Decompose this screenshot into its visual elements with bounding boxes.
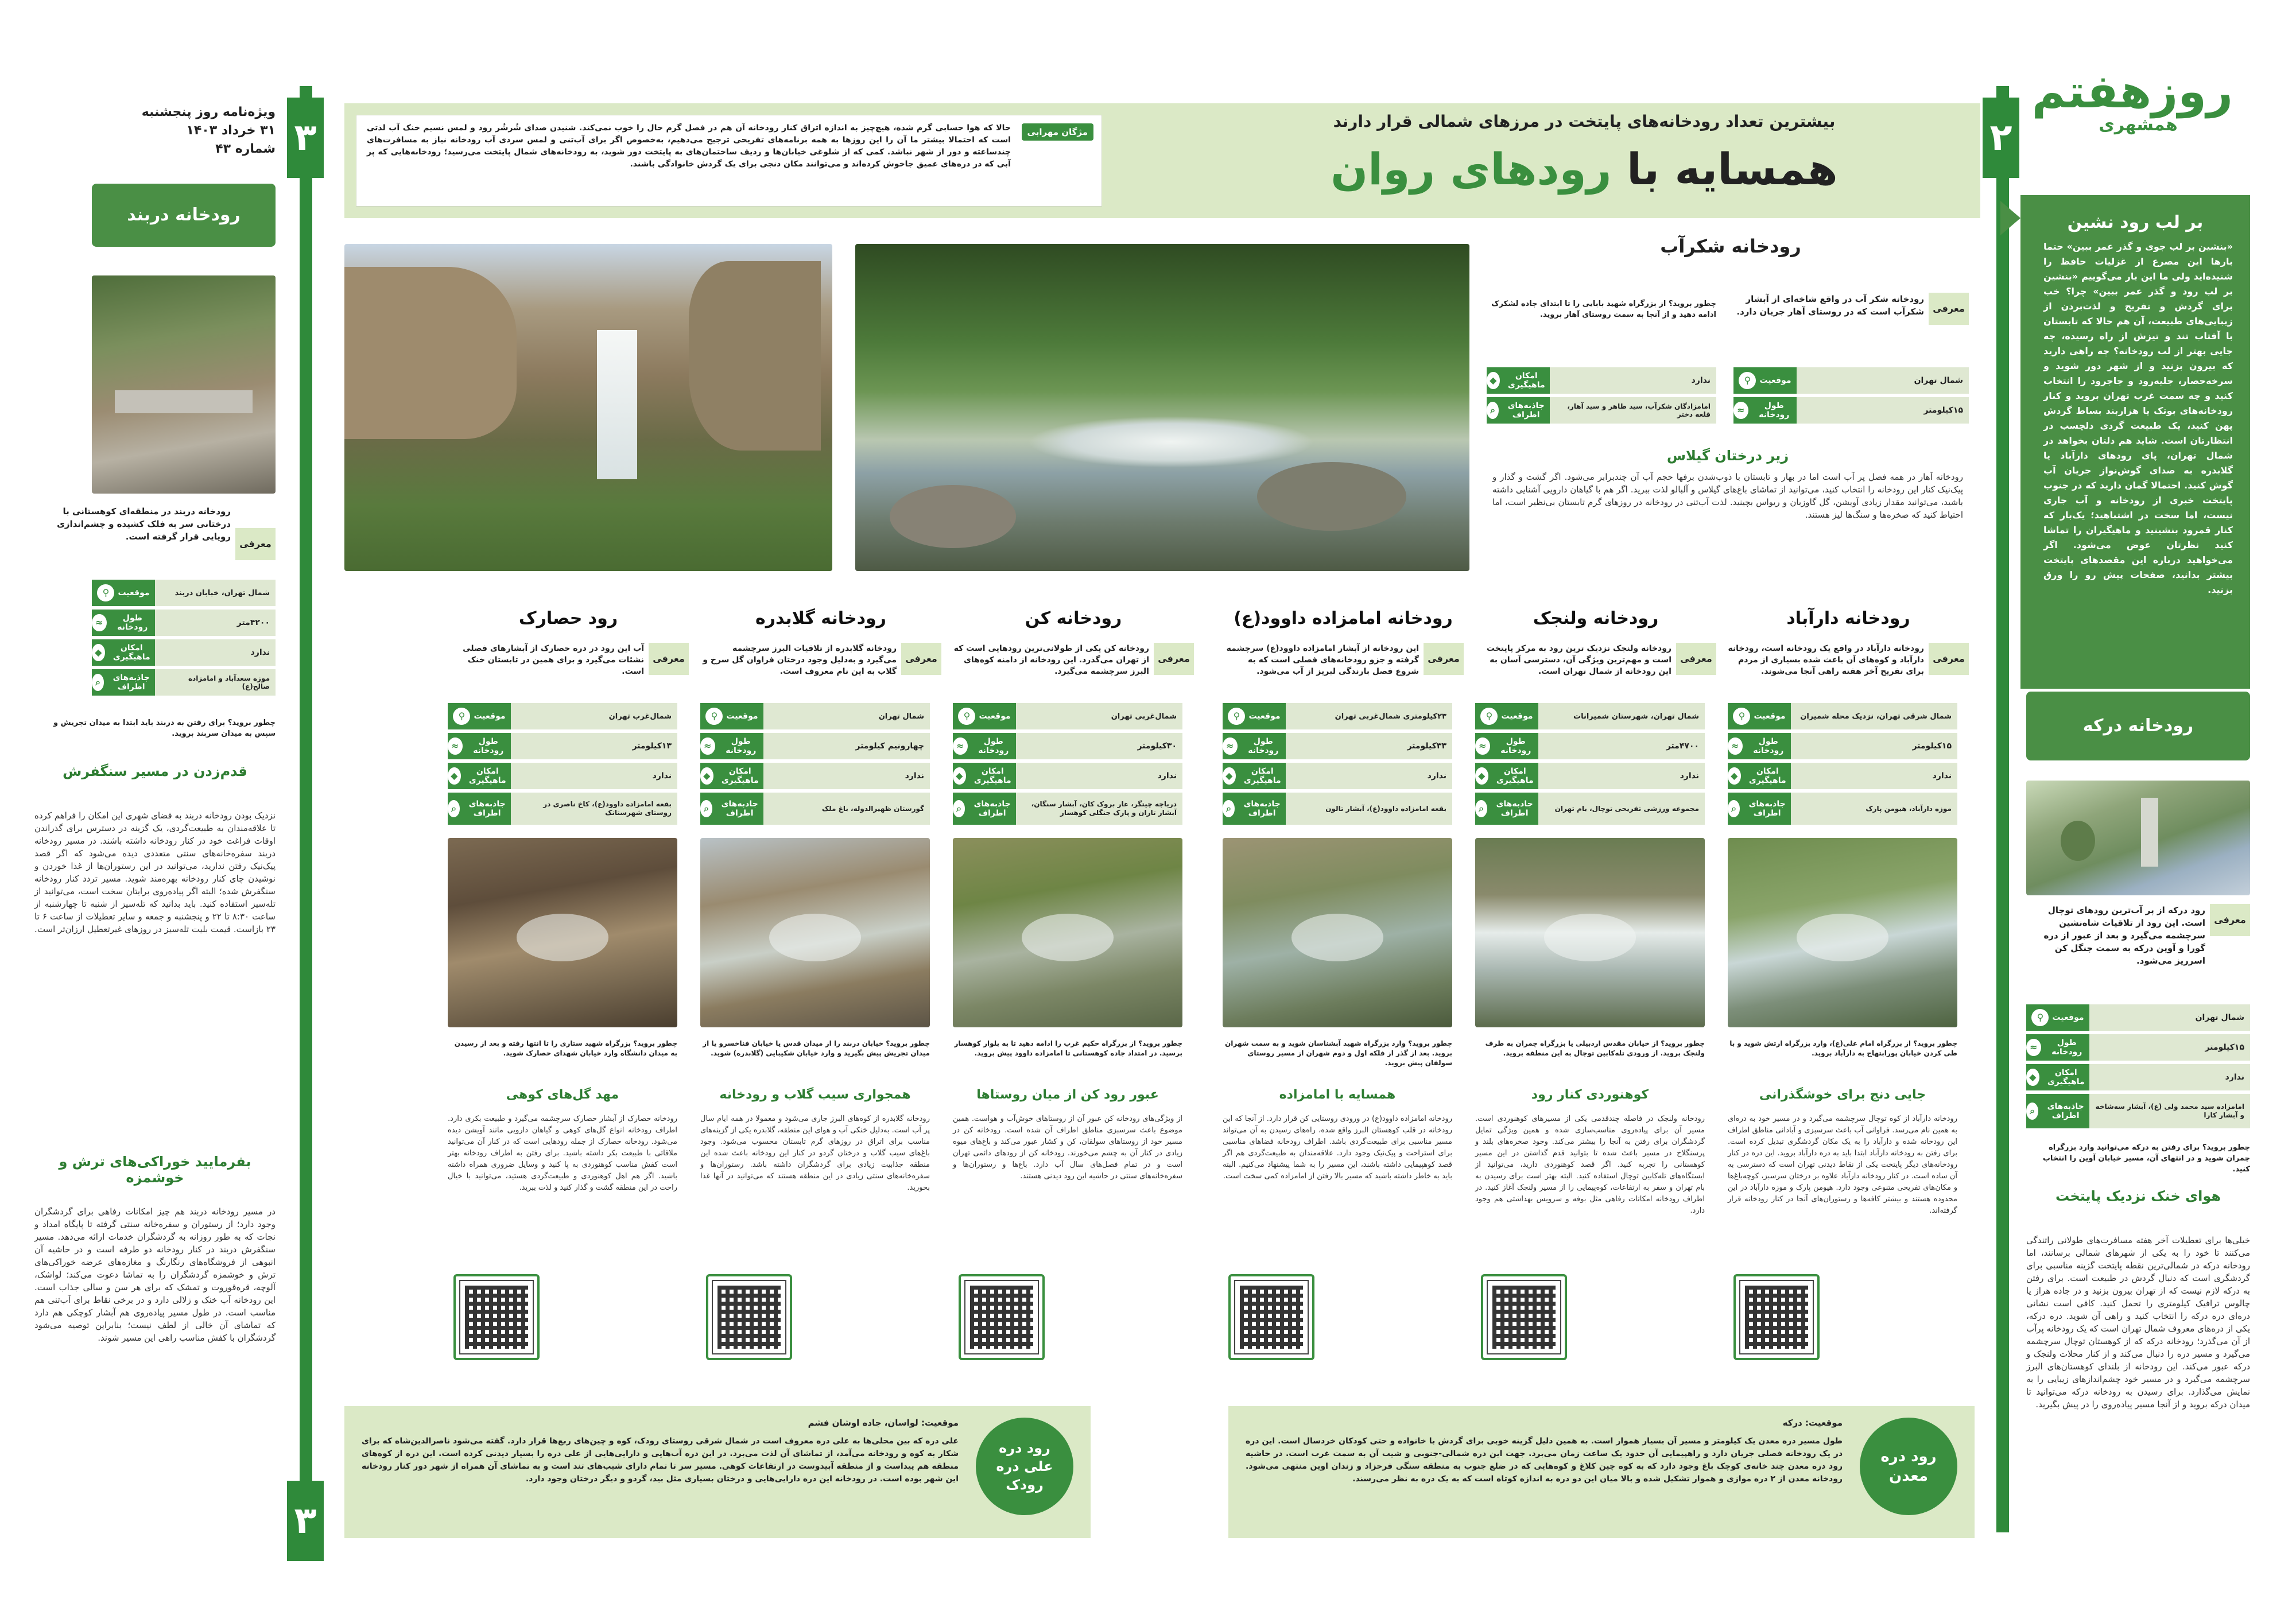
river-sub-title: عبور رود کن از میان روستاها (976, 1088, 1159, 1102)
ruler-icon: ≈ (1475, 737, 1490, 755)
river-info-table (1475, 703, 1705, 828)
map-pin-icon: ⚲ (705, 708, 723, 725)
ruler-icon: ≈ (1733, 402, 1748, 419)
label-attractions: جاذبه‌های اطراف ⌕ (92, 669, 155, 696)
river-title: رودخانه امامزاده داوود(ع) (1234, 608, 1453, 628)
ruler-icon: ≈ (448, 737, 463, 755)
river-sub-text: رودخانه دارآباد از کوه توچال سرچشمه می‌گیرد و در مسیر خود به دره‌ای به همین نام می‌رسد. فراوانی آب باعث سرسبزی و آبادانی مناطق اطراف این رودخانه شده و دارآباد را به یک مکان گردشگری تبدیل کرده است. برای رفتن به رودخانه دارآباد ابتدا باید به دره دارآباد بروید. این دره در کنار رودخانه‌های دیگر پایتخت یکی از نقاط دیدنی تهران است که دسترسی به آن ساده است. در کنار رودخانه دارآباد علاوه بر درختان سرسبز، کوچه‌باغ‌ها و مکان‌های تفریحی متنوعی وجود دارد. هیومن پارک و موزه دارآباد در این محدوده هستند و بیشتر کافه‌ها و رستوران‌های آنجا در کنار رودخانه قرار گرفته‌اند. (1728, 1115, 1957, 1215)
shekarab-sub-title: زیر درختان گیلاس (1666, 448, 1789, 464)
fish-icon: ◆ (1223, 767, 1236, 785)
issue-line-1: ویژه‌نامه روز پنجشنبه (141, 105, 276, 119)
river-sub-title: همجواری سیب گلاب و رودخانه (719, 1088, 911, 1102)
shekarab-intro (1733, 293, 1969, 318)
river-sub-text: رودخانه امامزاده داوود(ع) در ورودی روستایی کن قرار دارد. از آنجا که این رودخانه در قلب کوهستان البرز واقع شده، راه‌های رسیدن به آن می‌تواند مسیر مناسبی برای طبیعت‌گردی باشد. اطراف رودخانه فضاهای مناسبی برای استراحت و پیک‌نیک وجود دارد. علاقه‌مندان به طبیعت‌گردی هم اگر قصد کوهپیمایی داشته باشند، این مسیر را به شما پیشنهاد می‌کنیم. البته باید به خاطر داشته باشید که مسیر بالا رفتن از امامزاده کمی سخت است. (1223, 1115, 1452, 1181)
label-location: موقعیت ⚲ (2026, 1004, 2089, 1031)
river-intro-text: آب این رود در دره حصارک از آبشارهای فصلی نشئات می‌گیرد و برای همین در تابستان خنک است. (463, 644, 644, 676)
search-icon: ⌕ (1487, 402, 1499, 419)
shekarab-intro-text: رودخانه شکر آب در واقع شاخه‌ای از آبشار شکرآب است که در روستای آهار جریان دارد. (1736, 294, 1924, 317)
masthead-logo (2031, 63, 2233, 149)
search-icon: ⌕ (1223, 800, 1235, 817)
label-attractions: جاذبه‌های اطراف ⌕ (700, 793, 763, 825)
shekarab-title: رودخانه شکرآب (1660, 235, 1801, 257)
river-location: شمال شرقی تهران، نزدیک محله شمیران (1791, 703, 1957, 729)
label-location: موقعیت ⚲ (448, 703, 511, 729)
river-qr-code[interactable] (1487, 1280, 1561, 1354)
river-intro (700, 643, 941, 677)
footer-left-text: علی دره که بین محلی‌ها به علی دره معروف است در شمال شرقی روستای رودک، کوه و چین‌های ربع‌ها قرار دارد. گفته می‌شود ناصرالدین‌شاه که برای شکار به کوه و رودخانه می‌آمد، از تماشای آن لذت می‌برد. در این دره آب‌هایی و دارایی‌هایی از علی دره را بسیار دیدنی کرده است. این دره از کوه‌های منطقه هم پیداست و از منطقه آبیدوست در ارتفاعات کوهی. مسیر سر تا تمام دارای شیب‌های تند است و به تماشای آن همراه از شهر دور کنار رودخانه این شهر بوده است. در رودخانه این دره دارایی‌هایی و درختان بسیاری مثل بید، گردو و دیگر درختان وجود دارد. (362, 1437, 959, 1484)
footer-right-box (1228, 1406, 1975, 1538)
map-pin-icon: ⚲ (1733, 708, 1750, 725)
river-photo (953, 838, 1182, 1027)
label-location: موقعیت ⚲ (700, 703, 763, 729)
darakeh-fishing: ندارد (2089, 1064, 2250, 1090)
search-icon: ⌕ (700, 800, 712, 817)
shekarab-intro-label: معرفی (1929, 293, 1969, 325)
river-location: ۲۳کیلومتری شمال‌غربی تهران (1286, 703, 1452, 729)
river-length: چهارونیم کیلومتر (763, 733, 930, 759)
logo-wordmark: روزهفتم (2031, 65, 2233, 118)
river-intro-label: معرفی (1154, 643, 1194, 675)
river-qr-code[interactable] (712, 1280, 786, 1354)
river-fishing: ندارد (1016, 763, 1182, 789)
river-intro (448, 643, 689, 677)
darband-info-table (92, 580, 276, 699)
shekarab-fishing: ندارد (1550, 367, 1716, 394)
darband-intro-label: معرفی (235, 528, 276, 560)
label-location: موقعیت ⚲ (953, 703, 1016, 729)
river-sub-title: مهد گل‌های کوهی (506, 1088, 619, 1102)
label-fishing: امکان ماهیگیری ◆ (1728, 763, 1791, 789)
fish-icon: ◆ (92, 644, 105, 661)
river-sub-title: کوهنوردی کنار رود (1531, 1088, 1649, 1102)
river-qr-code[interactable] (459, 1280, 534, 1354)
river-length: ۱۳کیلومتر (511, 733, 677, 759)
issue-info (34, 103, 276, 158)
label-location: موقعیت ⚲ (1733, 367, 1797, 394)
river-intro-text: رودخانه دارآباد در واقع یک رودخانه است، رودخانه دارآباد و کوه‌های آن باعث شده بسیاری از مردم برای تفریح آخر هفته راهی آنجا می‌شوند. (1728, 644, 1924, 676)
river-attractions: موزه دارآباد، هیومن پارک (1791, 793, 1957, 825)
label-fishing: امکان ماهیگیری ◆ (1223, 763, 1286, 789)
river-info-table (953, 703, 1182, 828)
label-attractions: جاذبه‌های اطراف ⌕ (448, 793, 511, 825)
river-fishing: ندارد (1791, 763, 1957, 789)
map-pin-icon: ⚲ (453, 708, 470, 725)
label-location: موقعیت ⚲ (1728, 703, 1791, 729)
river-intro (953, 643, 1194, 677)
darakeh-sub-title: هوای خنک نزدیک پایتخت (2055, 1188, 2221, 1204)
fish-icon: ◆ (1487, 372, 1500, 389)
river-column (1223, 597, 1464, 1389)
river-title: رود حصارک (518, 608, 618, 628)
label-attractions: جاذبه‌های اطراف ⌕ (1223, 793, 1286, 825)
river-how: چطور بروید؟ از بزرگراه حکیم غرب را ادامه دهید تا به بلوار کوهسار برسید. در امتداد جاده کوهستانی تا امامزاده داوود پیش بروید. (954, 1039, 1182, 1057)
river-attractions: مجموعه ورزشی تفریحی توچال، بام تهران (1538, 793, 1705, 825)
search-icon: ⌕ (448, 800, 460, 817)
shekarab-attractions: امامزادگان شکرآب، سید طاهر و سید آهار، قلعه دختر (1550, 397, 1716, 424)
byline-badge: مژگان مهرابی (1022, 123, 1093, 141)
ruler-icon: ≈ (1728, 737, 1743, 755)
shekarab-how: چطور بروید؟ از بزرگراه شهید بابایی را تا ابتدای جاده لشکرک ادامه دهید و از آنجا به سمت روستای آهار بروید. (1491, 300, 1716, 319)
darband-sub1-text: نزدیک بودن رودخانه دربند به فضای شهری این امکان را فراهم کرده تا علاقه‌مندان به طبیعت‌گردی، یک گزینه در دسترس برای گذراندن اوقات فراغت خود در کنار رودخانه داشته باشند. در مسیر رودخانه دربند سفره‌خانه‌های سنتی متعددی دیده می‌شود که اگر قصد پیک‌نیک رفتن ندارید، می‌توانید در این رستوران‌ها از غذا خوردن و نوشیدن چای کنار رودخانه بهره‌مند شوید. مسیر تردد کنار رودخانه سنگفرش شده؛ البته اگر پیاده‌روی برایتان سخت است، می‌توانید از تله‌سیز استفاده کنید. باید بدانید که تله‌سیز از شنبه تا چهارشنبه از ساعت ۸:۳۰ تا ۲۲ و پنجشنبه و جمعه و سایر تعطیلات از ساعت ۶ تا ۲۳ بازاست. قیمت بلیت تله‌سیز در روزهای غیرتعطیل ارزان‌تر است. (34, 810, 276, 934)
darakeh-sub-text: خیلی‌ها برای تعطیلات آخر هفته مسافرت‌های طولانی راتندگی می‌کنند تا خود را به یکی از شهرهای شمالی برسانند، اما رودخانه درکه در شمالی‌ترین نقطه پایتخت گزینه مناسبی برای گردشگری است که دنبال گردش در طبیعت است. برای رفتن به درکه لازم نیست که از تهران بیرون بزنید و در جاده هراز یا چالوس ترافیک کیلومتری را تحمل کنید. کافی است نشانی دره‌ای دره درکه را انتخاب کنید و راهی آن شوید. دره درکه، یکی از دره‌های معروف شمال تهران است که یک رودخانه پرآب از آن می‌گذرد؛ رودخانه درکه که از کوهستان توچال سرچشمه می‌گیرد و مسیر دره را دنبال می‌کند و از کنار محلات ولنجک و درکه عبور می‌کند. این رودخانه از بلندای کوهستان‌های البرز سرچشمه می‌گیرد و در مسیر خود چشم‌اندازهای زیبایی را به نمایش می‌گذارد. برای رسیدن به رودخانه درکه می‌توانید تا میدان درکه بروید و از آنجا مسیر پیاده‌روی را در پیش بگیرید. (2026, 1235, 2250, 1410)
river-column (700, 597, 941, 1389)
page-number-left-bottom: ۳ (287, 1481, 324, 1561)
river-intro-label: معرفی (1676, 643, 1716, 675)
river-fishing: ندارد (1538, 763, 1705, 789)
label-length: طول رودخانه ≈ (953, 733, 1016, 759)
river-length: ۳۰کیلومتر (1016, 733, 1182, 759)
darakeh-how: چطور بروید؟ برای رفتن به درکه می‌توانید وارد بزرگراه چمران شوید و در انتهای آن، مسیر خیابان آوین را انتخاب کنید. (2042, 1143, 2250, 1174)
footer-left-meta: موقعیت: لواسان، جاده اوشان فشم (808, 1418, 959, 1428)
river-info-table (1728, 703, 1957, 828)
editorial-box (2020, 195, 2250, 689)
river-how: چطور بروید؟ از خیابان مقدس اردبیلی یا بزرگراه چمران به طرف ولنجک بروید. از ورودی تله‌کابین توچال به این منطقه بروید. (1485, 1039, 1705, 1057)
river-intro (1728, 643, 1969, 677)
river-fishing: ندارد (511, 763, 677, 789)
river-sub-text: رودخانه حصارک از آبشار حصارک سرچشمه می‌گیرد و طبیعت بکری دارد. اطراف رودخانه انواع گل‌های کوهی و گیاهان دارویی مانند آویشن دیده می‌شود. رودخانه حصارک از جمله رودهایی است که در کنار آن می‌توانید ملاقاتی با طبیعت بکر داشته باشید. برای رفتن به اطراف رودخانه بهتر است کفش مناسب کوهنوردی به پا کنید و وسایل ضروری همراه داشته باشید. اگر هم اهل کوهنوردی و طبیعت‌گردی هستید، می‌توانید با خیال راحت در این منطقه گشت و گذار کنید و لذت ببرید. (448, 1115, 677, 1192)
darakeh-intro-label: معرفی (2210, 904, 2250, 936)
label-length: طول رودخانه ≈ (1223, 733, 1286, 759)
river-photo (448, 838, 677, 1027)
river-intro-text: رودخانه کن یکی از طولانی‌ترین رودهایی است که از تهران می‌گذرد. این رودخانه از دامنه کوه‌های البرز سرچشمه می‌گیرد. (953, 644, 1149, 676)
map-pin-icon: ⚲ (2031, 1009, 2049, 1026)
river-attractions: بقعه امامزاده داوود(ع)، آبشار تالون (1286, 793, 1452, 825)
lead-text: حالا که هوا حسابی گرم شده، هیچ‌چیز به اندازه اتراق کنار رودخانه آن هم در فصل گرم حال را خوب نمی‌کند. شنیدن صدای شُرشُر رود و لمس نسیم خنک آب لذتی است که احتمالا بیشتر ما آن را این روزها به همه برنامه‌های تفریحی ترجیح می‌دهیم، به‌خصوص اگر برای آب‌تنی و لمس سردی آب رودخانه نیاز به مسافرت‌های چندساعته و دور از شهر نباشد. کمی که از شلوغی خیابان‌ها و ردیف ساختمان‌های به پایتخت دور شوید، به رودخانه‌های شمال پایتخت می‌رسید؛ رودخانه‌هایی که پر آبی که در دره‌های عمیق جاخوش کرده‌اند و می‌توانند مکان دنجی برای یک گردش خانوادگی باشند. (367, 123, 1011, 169)
river-how: چطور بروید؟ بزرگراه شهید ستاری را تا انتها رفته و بعد از رسیدن به میدان دانشگاه وارد خیابان شهدای حصارک شوید. (454, 1039, 677, 1057)
river-length: ۴۷۰۰متر (1538, 733, 1705, 759)
river-fishing: ندارد (763, 763, 930, 789)
darakeh-location: شمال تهران (2089, 1004, 2250, 1031)
river-sub-title: همسایه با امامزاده (1279, 1088, 1396, 1102)
fish-icon: ◆ (448, 767, 461, 785)
river-location: شمال‌غرب تهران (511, 703, 677, 729)
ruler-icon: ≈ (92, 614, 107, 631)
map-pin-icon: ⚲ (1739, 372, 1756, 389)
river-info-table (700, 703, 930, 828)
shekarab-location: شمال تهران (1797, 367, 1969, 394)
darakeh-length: ۱۵کیلومتر (2089, 1034, 2250, 1061)
map-pin-icon: ⚲ (958, 708, 975, 725)
issue-line-2: ۳۱ خرداد ۱۴۰۳ (186, 123, 276, 138)
label-location: موقعیت ⚲ (1223, 703, 1286, 729)
map-pin-icon: ⚲ (97, 584, 114, 601)
river-attractions: دریاچه چیتگر، غار بروک کان، آبشار سنگان، آبشار تاران و پارک جنگلی کوهسار (1016, 793, 1182, 825)
label-attractions: جاذبه‌های اطراف ⌕ (1487, 397, 1550, 424)
fish-icon: ◆ (1728, 767, 1741, 785)
header-title-a: همسایه با (1627, 143, 1838, 195)
fish-icon: ◆ (1475, 767, 1488, 785)
shekarab-info-left (1487, 367, 1716, 427)
search-icon: ⌕ (1475, 800, 1487, 817)
ruler-icon: ≈ (1223, 737, 1238, 755)
lead-box (356, 115, 1102, 207)
river-attractions: گورستان ظهیرالدوله، باغ ملک (763, 793, 930, 825)
header-kicker: بیشترین تعداد رودخانه‌های پایتخت در مرزهای شمالی قرار دارند (1333, 112, 1836, 131)
river-intro-text: رودخانه ولنجک نزدیک ترین رود به مرکز پایتخت است و مهم‌ترین ویژگی آن، دسترسی آسان به این رودخانه از شمال تهران است. (1486, 644, 1671, 676)
ruler-icon: ≈ (700, 737, 715, 755)
river-attractions: بقعه امامزاده داوود(ع)، کاخ ناصری در روستای شهرستانک (511, 793, 677, 825)
label-attractions: جاذبه‌های اطراف ⌕ (1475, 793, 1538, 825)
darakeh-intro-text: رود درکه از پر آب‌ترین رودهای توچال است. این رود از تلاقیات شاه‌نشین سرچشمه می‌گیرد و بعد از عبور از دره گورا و آوین درکه به سمت جنگل کن اسرریز می‌شود. (2043, 905, 2205, 966)
label-attractions: جاذبه‌های اطراف ⌕ (2026, 1094, 2089, 1128)
river-title: رودخانه گلابدره (755, 608, 886, 628)
river-intro-label: معرفی (649, 643, 689, 675)
darband-location: شمال تهران، خیابان دربند (155, 580, 276, 606)
label-fishing: امکان ماهیگیری ◆ (700, 763, 763, 789)
river-intro-text: رودخانه گلابدره از تلاقیات البرز سرچشمه می‌گیرد و به‌دلیل وجود درختان فراوان گل سرخ و گلاب به این نام معروف است. (703, 644, 897, 676)
label-length: طول رودخانه ≈ (2026, 1034, 2089, 1061)
river-sub-text: رودخانه گلابدره از کوه‌های البرز جاری می‌شود و معمولا در همه ایام سال پر آب است. به‌دلیل خنکی آب و هوای این منطقه، گلابدره یکی از گزینه‌های مناسب برای اتراق در روزهای گرم تابستان محسوب می‌شود. وجود باغ‌های سیب گلاب و درختان گردو در کنار این رودخانه باعث شده این منطقه جذابیت زیادی برای گردشگران داشته باشد. رستوران‌ها و سفره‌خانه‌های سنتی زیادی در این منطقه هستند که می‌توانید در آنها غذا بخورید. (700, 1115, 930, 1192)
label-location: موقعیت ⚲ (92, 580, 155, 606)
page-number-right: ۲ (1983, 98, 2019, 178)
darband-title: رودخانه دربند (92, 184, 276, 247)
label-length: طول رودخانه ≈ (1733, 397, 1797, 424)
river-location: شمال‌غربی تهران (1016, 703, 1182, 729)
label-length: طول رودخانه ≈ (700, 733, 763, 759)
shekarab-photo (855, 244, 1469, 571)
footer-right-text: طول مسیر دره معدن یک کیلومتر و مسیر آن بسیار هموار است. به همین دلیل گزینه خوبی برای گردش با خانواده و حتی کودکان خردسال است. این دره در یک رودخانه فصلی جریان دارد و راهپیمایی آن حدود یک ساعت زمان می‌برد. جهت این دره شمالی-جنوبی و شیب آن به سمت غرب است. در حاشیه رود دره معدن چند خانه‌ی کوچک باغ وجود دارد که به کوه چین کلاغ و کوه‌هایی که در ضلع جنوب به منطقه سنگی فرحزاد و زندان اوین منتهی می‌شود. رودخانه معدن از ۲ دره موازی و هموار تشکیل شده و بالا میان این دو دره به اندازه کوتاه است که به یک دره به نظر می‌رسند. (1246, 1437, 1843, 1484)
river-intro-label: معرفی (1929, 643, 1969, 675)
river-photo (700, 838, 930, 1027)
label-fishing: امکان ماهیگیری ◆ (953, 763, 1016, 789)
darakeh-photo (2026, 781, 2250, 895)
river-how: چطور بروید؟ خیابان دربند را از میدان قدس یا خیابان فناخسرو یا از میدان تجریش پیش بگیرید و وارد خیابان شکیبایی (گلابدره) شوید. (703, 1039, 930, 1057)
label-fishing: امکان ماهیگیری ◆ (1475, 763, 1538, 789)
editorial-text: «بنشین بر لب جوی و گذر عمر ببین» حتما بارها این مصرع از غزلیات حافظ را شنیده‌اید ولی ما این بار می‌گوییم «بنشین بر لب رود و گذر عمر ببین» چرا؟ خب برای گردش و تفریح و لذت‌بردن از زیبایی‌های طبیعت، آن هم حالا که تابستان با آفتاب تند و تیزش از راه رسیده، چه جایی بهتر از لب رودخانه؟ چه راهی دارید که بیرون بزنید و از شهر دور شوید و سرخه‌حصار، جلیه‌رود و جاجرود را انتخاب کنید و چه سمت غرب تهران بروید و کنار رودخانه‌های بوتک یا هزاربند بساط گردش پهن کنید، یک طبیعت گردی دلچسب در انتظارتان است. شاید هم دلتان بخواهد در شمال تهران، پای رودهای دارآباد یا گلابدره به صدای گوش‌نواز جریان آب گوش کنید. احتمالا گمان دارید که در جنوب پایتخت خبری از رودخانه و آب جاری نیست، اما سخت در اشتباهید؛ یک‌بار که کنار قمرود بنشینید و ماهیگیران را تماشا کنید نظرتان عوض می‌شود. اگر می‌خواهید درباره این مقصدهای پایتخت بیشتر بدانید، صفحات پیش رو را ورق بزنید. (2043, 241, 2233, 595)
footer-right-title: رود دره معدن (1860, 1418, 1957, 1515)
label-location: موقعیت ⚲ (1475, 703, 1538, 729)
river-intro-label: معرفی (1424, 643, 1464, 675)
river-intro (1223, 643, 1464, 677)
darband-sub2-title: بفرمایید خوراکی‌های ترش و خوشمزه (59, 1154, 251, 1186)
map-pin-icon: ⚲ (1480, 708, 1498, 725)
darband-fishing: ندارد (155, 639, 276, 666)
river-title: رودخانه کن (1025, 608, 1122, 628)
river-column (1728, 597, 1969, 1389)
footer-left-box (344, 1406, 1091, 1538)
label-length: طول رودخانه ≈ (1475, 733, 1538, 759)
river-photo (1728, 838, 1957, 1027)
darband-sub2-text: در مسیر رودخانه دربند هم چیز امکانات رفاهی برای گردشگران وجود دارد؛ از رستوران و سفره‌خانه سنتی گرفته تا پایگاه امداد و نجات که به طور روزانه به گردشگران خدمات ارائه می‌دهد. مسیر سنگفرش دربند در کنار رودخانه دو طرفه است و در حاشیه آن انبوهی از فروشگاه‌های رنگارنگ و مغازه‌های عرضه خوراکی‌های ترش و خوشمزه گردشگران را به تماشا دعوت می‌کند؛ لواشک، آلوچه، قره‌قوروت و تمشک که برای هر سن و سالی جذاب است. این رودخانه آب خنک و زلالی دارد و در برخی نقاط برای آب‌تنی هم مناسب است. در طول مسیر پیاده‌روی هم آبشار کوچکی هم دارد که تماشای آن خالی از لطف نیست؛ بنابراین توصیه می‌شود گردشگران با کفش مناسب راهی این مسیر شوند. (34, 1206, 276, 1343)
darakeh-intro (2026, 904, 2250, 967)
ruler-icon: ≈ (2026, 1039, 2041, 1056)
label-fishing: امکان ماهیگیری ◆ (92, 639, 155, 666)
footer-right-meta: موقعیت: درکه (1782, 1418, 1843, 1428)
darband-attractions: موزه سعدآباد و امامزاده صالح(ع) (155, 669, 276, 696)
label-attractions: جاذبه‌های اطراف ⌕ (1728, 793, 1791, 825)
river-info-table (1223, 703, 1452, 828)
river-qr-code[interactable] (1739, 1280, 1814, 1354)
river-photo (1475, 838, 1705, 1027)
page-divider-strip-right (1996, 86, 2009, 1532)
river-photo (1223, 838, 1452, 1027)
darband-intro-text: رودخانه دربند در منطقه‌ای کوهستانی با درختانی سر به فلک کشیده و چشم‌اندازی رویایی قرار گرفته است. (57, 506, 231, 542)
river-sub-title: جایی دنج برای خوشگذرانی (1759, 1088, 1926, 1102)
river-intro-text: این رودخانه از آبشار امامزاده داوود(ع) سرچشمه گرفته و جزو رودخانه‌های فصلی است که به شروع فصل بارندگی لبریز از آب می‌شود. (1226, 644, 1419, 676)
editorial-pointer (2000, 201, 2020, 235)
shekarab-info-right (1733, 367, 1969, 427)
shekarab-length: ۱۵کیلومتر (1797, 397, 1969, 424)
river-fishing: ندارد (1286, 763, 1452, 789)
darband-sub1-title: قدم‌زدن در مسیر سنگفرش (63, 763, 247, 779)
river-column (448, 597, 689, 1389)
label-attractions: جاذبه‌های اطراف ⌕ (953, 793, 1016, 825)
label-fishing: امکان ماهیگیری ◆ (1487, 367, 1550, 394)
header-title-b: رودهای روان (1331, 143, 1612, 195)
darband-how: چطور بروید؟ برای رفتن به دربند باید ابتدا به میدان تجریش و سپس به میدان سربند بروید. (53, 719, 276, 738)
search-icon: ⌕ (953, 800, 965, 817)
river-qr-code[interactable] (1234, 1280, 1309, 1354)
river-how: چطور بروید؟ وارد بزرگراه شهید آبشناسان شوید و به سمت شهران بروید. بعد از گذر از فلکه اول و دوم شهران از مسیر روستای سولقان پیش بروید. (1225, 1039, 1452, 1067)
search-icon: ⌕ (2026, 1103, 2038, 1120)
darband-photo (92, 275, 276, 494)
label-fishing: امکان ماهیگیری ◆ (2026, 1064, 2089, 1090)
river-column (1475, 597, 1716, 1389)
editorial-title: بر لب رود نشین (2067, 212, 2204, 232)
fish-icon: ◆ (953, 767, 966, 785)
river-length: ۳۳کیلومتر (1286, 733, 1452, 759)
map-pin-icon: ⚲ (1228, 708, 1245, 725)
river-qr-code[interactable] (964, 1280, 1039, 1354)
shekarab-sub-text: رودخانه آهار در همه فصل پر آب است اما در بهار و تابستان با ذوب‌شدن برفها حجم آب آن چندبرابر می‌شود. اگر گشت و گذار و پیک‌نیک کنار این رودخانه را انتخاب کنید، می‌توانید از تماشای باغ‌های گیلاس و آلبالو لذت ببرید. اگر هم با گیاهان دارویی آشنایی داشته باشید، می‌توانید مقدار زیادی آویشن، گل گاوزبان و ریواس بچینید. لذت آب‌تنی در رودخانه در روزهای گرم تابستان بی‌نظیر است، اما احتیاط کنید که صخره‌ها و سنگ‌ها لیز هستند. (1492, 472, 1963, 520)
river-how: چطور بروید؟ از بزرگراه امام علی(ع)، وارد بزرگراه ارتش شوید و با طی کردن خیابان پورابتهاج به دارآباد بروید. (1729, 1039, 1957, 1057)
fish-icon: ◆ (2026, 1069, 2039, 1086)
fish-icon: ◆ (700, 767, 713, 785)
logo-sub: همشهری (2099, 115, 2178, 135)
label-length: طول رودخانه ≈ (92, 610, 155, 636)
river-column (953, 597, 1194, 1389)
darband-length: ۴۲۰۰متر (155, 610, 276, 636)
river-title: رودخانه دارآباد (1786, 608, 1910, 628)
header-title (1205, 143, 1963, 195)
footer-left-title: رود دره علی دره رودک (976, 1418, 1073, 1515)
waterfall-photo (344, 244, 832, 571)
label-length: طول رودخانه ≈ (448, 733, 511, 759)
label-fishing: امکان ماهیگیری ◆ (448, 763, 511, 789)
river-sub-text: رودخانه ولنجک در فاصله چندقدمی یکی از مسیرهای کوهنوردی است. مسیر آن برای پیاده‌روی مناسب‌سازی شده و همین ویژگی تمایل گردشگران برای رفتن به آنجا را بیشتر می‌کند. وجود صخره‌های بلند و پرسنگلاخ در مسیر باعث شده تا بتوانید قدم گذاشتن در این مسیر کوهستانی را تجربه کنید. اگر قصد کوهنوردی دارید، می‌توانید از ایستگاه‌های تله‌کابین توچال استفاده کنید. البته بهتر است برای رسیدن به بام تهران و سفر به ارتفاعات، کوه‌پیمایی را از مسیر ولنجک آغاز کنید. در اطراف رودخانه امکانات رفاهی مثل بوفه و سرویس بهداشتی هم وجود دارد. (1475, 1115, 1705, 1215)
darakeh-title: رودخانه درکه (2026, 692, 2250, 760)
river-length: ۱۵کیلومتر (1791, 733, 1957, 759)
darakeh-info-table (2026, 1004, 2250, 1132)
issue-line-3: شماره ۴۳ (215, 142, 276, 156)
river-sub-text: از ویژگی‌های رودخانه کن عبور آن از روستاهای خوش‌آب و هواست. همین موضوع باعث سرسبزی مناطق اطراف آن شده است. رودخانه کن در مسیر خود از روستاهای سولقان، کن و کشار عبور می‌کند و باغ‌های میوه زیادی در کنار آن به چشم می‌خورند. رودخانه کن از رودهای دائمی تهران است و در تمام فصل‌های سال آب دارد. باغ‌ها و رستوران‌ها و سفره‌خانه‌های سنتی در حاشیه این رود دیدنی هستند. (953, 1115, 1182, 1181)
river-title: رودخانه ولنجک (1533, 608, 1659, 628)
ruler-icon: ≈ (953, 737, 968, 755)
search-icon: ⌕ (1728, 800, 1740, 817)
search-icon: ⌕ (92, 674, 104, 691)
river-intro (1475, 643, 1716, 677)
river-location: شمال تهران، شهرستان شمیرانات (1538, 703, 1705, 729)
page-number-left: ۳ (287, 98, 324, 178)
river-location: شمال تهران (763, 703, 930, 729)
darakeh-attractions: امامزاده سید محمد ولی (ع)، آبشار سه‌شاخه و آبشار کارا (2089, 1094, 2250, 1128)
label-length: طول رودخانه ≈ (1728, 733, 1791, 759)
darband-intro (34, 505, 276, 549)
river-info-table (448, 703, 677, 828)
river-intro-label: معرفی (901, 643, 941, 675)
page-divider-strip-left (300, 86, 312, 1532)
